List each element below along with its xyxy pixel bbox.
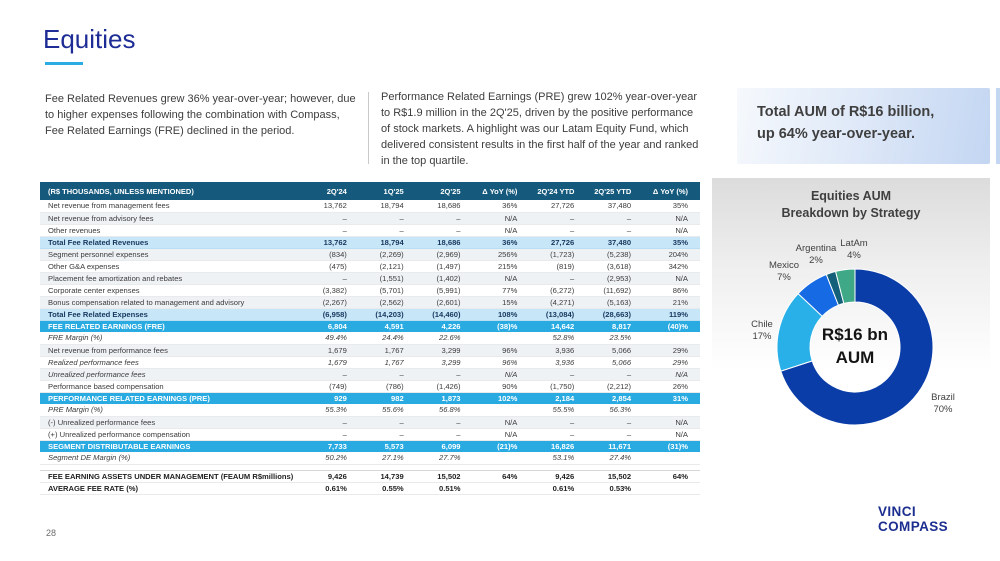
cell-value: 14,739 (359, 470, 416, 482)
cell-value: (749) (302, 380, 359, 392)
cell-value: (2,601) (416, 296, 473, 308)
cell-value: – (359, 212, 416, 224)
cell-value: 9,426 (529, 470, 586, 482)
row-label: Unrealized performance fees (40, 368, 302, 380)
cell-value: 16,826 (529, 440, 586, 452)
cell-value: (5,991) (416, 284, 473, 296)
cell-value: 5,066 (586, 344, 643, 356)
cell-value: – (302, 224, 359, 236)
cell-value: 35% (643, 236, 700, 248)
cell-value: (5,238) (586, 248, 643, 260)
donut-label-latam (840, 238, 867, 262)
segment-pct: 4% (847, 250, 861, 261)
financials-table (40, 182, 700, 495)
column-header: 2Q'25 (416, 182, 473, 200)
cell-value: 0.55% (359, 482, 416, 494)
cell-value: 56.8% (416, 404, 473, 416)
donut-label-argentina (796, 243, 837, 267)
cell-value: 14,642 (529, 320, 586, 332)
cell-value: – (416, 224, 473, 236)
cell-value: (819) (529, 260, 586, 272)
row-label: Net revenue from management fees (40, 200, 302, 212)
cell-value: N/A (643, 272, 700, 284)
segment-name: Chile (751, 319, 773, 331)
cell-value: 11,671 (586, 440, 643, 452)
cell-value: 36% (473, 200, 530, 212)
cell-value: 5,066 (586, 356, 643, 368)
commentary-left: Fee Related Revenues grew 36% year-over-year; however, due to higher expenses following the combination with Compass, Fee Related Earnings (FRE) declined in the period. (45, 93, 356, 137)
cell-value: N/A (643, 212, 700, 224)
cell-value: – (586, 368, 643, 380)
cell-value: (2,267) (302, 296, 359, 308)
cell-value: 77% (473, 284, 530, 296)
cell-value: (40)% (643, 320, 700, 332)
cell-value: (6,272) (529, 284, 586, 296)
aum-highlight-line1: Total AUM of R$16 billion, (757, 104, 935, 120)
cell-value: 27,726 (529, 200, 586, 212)
cell-value: 18,794 (359, 200, 416, 212)
cell-value: N/A (643, 428, 700, 440)
cell-value: 5,573 (359, 440, 416, 452)
cell-value: N/A (643, 416, 700, 428)
table-row (40, 356, 700, 368)
page-number: 28 (46, 528, 57, 538)
cell-value: – (586, 224, 643, 236)
cell-value: 22.6% (416, 332, 473, 344)
segment-name: Argentina (795, 243, 837, 255)
cell-value: – (359, 368, 416, 380)
cell-value: 3,299 (416, 344, 473, 356)
cell-value: 119% (643, 308, 700, 320)
table-row (40, 452, 700, 464)
cell-value: 96% (473, 344, 530, 356)
aum-chart-panel (712, 178, 990, 436)
cell-value: 27,726 (529, 236, 586, 248)
row-label: Segment personnel expenses (40, 248, 302, 260)
cell-value: 29% (643, 356, 700, 368)
cell-value: – (416, 368, 473, 380)
table-row (40, 236, 700, 248)
cell-value: N/A (473, 428, 530, 440)
cell-value (643, 452, 700, 464)
cell-value: 8,817 (586, 320, 643, 332)
cell-value: (31)% (643, 440, 700, 452)
cell-value: (6,958) (302, 308, 359, 320)
cell-value: 15,502 (586, 470, 643, 482)
cell-value: (2,269) (359, 248, 416, 260)
row-label: Total Fee Related Revenues (40, 236, 302, 248)
cell-value: 55.5% (529, 404, 586, 416)
aum-highlight-box (737, 88, 990, 164)
cell-value: 56.3% (586, 404, 643, 416)
cell-value: – (529, 224, 586, 236)
row-label: Other revenues (40, 224, 302, 236)
cell-value: – (529, 212, 586, 224)
segment-pct: 17% (752, 331, 772, 342)
cell-value: 90% (473, 380, 530, 392)
table-row (40, 416, 700, 428)
row-label: Corporate center expenses (40, 284, 302, 296)
segment-name: LatAm (840, 238, 868, 250)
cell-value: 31% (643, 392, 700, 404)
cell-value: 27.4% (586, 452, 643, 464)
donut-label-mexico (769, 260, 799, 284)
cell-value: (2,121) (359, 260, 416, 272)
cell-value: 55.6% (359, 404, 416, 416)
segment-pct: 7% (777, 272, 791, 283)
cell-value: – (586, 212, 643, 224)
cell-value: (5,701) (359, 284, 416, 296)
cell-value: 18,686 (416, 200, 473, 212)
cell-value: N/A (473, 224, 530, 236)
cell-value: – (529, 368, 586, 380)
table-row (40, 380, 700, 392)
cell-value: 982 (359, 392, 416, 404)
cell-value: (1,750) (529, 380, 586, 392)
cell-value: – (416, 428, 473, 440)
table-row (40, 248, 700, 260)
cell-value: 1,679 (302, 344, 359, 356)
cell-value: (2,212) (586, 380, 643, 392)
cell-value: – (302, 272, 359, 284)
cell-value: 29% (643, 344, 700, 356)
table-row (40, 344, 700, 356)
cell-value: 27.7% (416, 452, 473, 464)
row-label: Net revenue from advisory fees (40, 212, 302, 224)
cell-value: – (359, 224, 416, 236)
cell-value: – (302, 368, 359, 380)
paragraph-divider (368, 92, 369, 164)
cell-value: – (529, 272, 586, 284)
cell-value (643, 332, 700, 344)
cell-value: 37,480 (586, 200, 643, 212)
aum-highlight-line2: up 64% year-over-year. (757, 126, 915, 143)
cell-value: (1,426) (416, 380, 473, 392)
segment-name: Brazil (931, 392, 955, 404)
cell-value: N/A (643, 224, 700, 236)
cell-value: (1,551) (359, 272, 416, 284)
row-label: FEE EARNING ASSETS UNDER MANAGEMENT (FEAUM R$millions) (40, 470, 302, 482)
cell-value: – (586, 416, 643, 428)
column-header: (R$ THOUSANDS, UNLESS MENTIONED) (40, 182, 302, 200)
page-title: Equities (43, 24, 136, 54)
cell-value: 27.1% (359, 452, 416, 464)
cell-value: (5,163) (586, 296, 643, 308)
table-row (40, 320, 700, 332)
chart-title-line1: Equities AUM (810, 189, 892, 203)
cell-value: 3,936 (529, 356, 586, 368)
logo-line1: VINCI (878, 504, 917, 519)
column-header: 2Q'24 YTD (529, 182, 586, 200)
cell-value: 0.61% (302, 482, 359, 494)
cell-value: 13,762 (302, 200, 359, 212)
cell-value (473, 482, 530, 494)
row-label: (-) Unrealized performance fees (40, 416, 302, 428)
cell-value: – (302, 212, 359, 224)
table-row (40, 482, 700, 494)
row-label: Total Fee Related Expenses (40, 308, 302, 320)
table-row (40, 440, 700, 452)
cell-value: – (586, 428, 643, 440)
cell-value: (3,382) (302, 284, 359, 296)
donut-label-chile (751, 319, 773, 343)
column-header: 1Q'25 (359, 182, 416, 200)
cell-value: 18,794 (359, 236, 416, 248)
cell-value: (14,203) (359, 308, 416, 320)
cell-value: (786) (359, 380, 416, 392)
cell-value: 7,733 (302, 440, 359, 452)
row-label: Bonus compensation related to management and advisory (40, 296, 302, 308)
cell-value: 1,767 (359, 356, 416, 368)
cell-value: (11,692) (586, 284, 643, 296)
table-row (40, 470, 700, 482)
cell-value: – (302, 428, 359, 440)
segment-pct: 2% (809, 255, 823, 266)
logo-line2: COMPASS (878, 519, 949, 535)
cell-value: (1,723) (529, 248, 586, 260)
table-row (40, 284, 700, 296)
row-label: Performance based compensation (40, 380, 302, 392)
cell-value: 1,679 (302, 356, 359, 368)
cell-value: 6,804 (302, 320, 359, 332)
table-row (40, 392, 700, 404)
cell-value: (475) (302, 260, 359, 272)
cell-value: 49.4% (302, 332, 359, 344)
cell-value: 50.2% (302, 452, 359, 464)
cell-value: 256% (473, 248, 530, 260)
cell-value: N/A (473, 272, 530, 284)
table-row (40, 260, 700, 272)
chart-title-line2: Breakdown by Strategy (781, 205, 921, 220)
financial-table-body (40, 200, 700, 494)
cell-value: 108% (473, 308, 530, 320)
row-label: SEGMENT DISTRIBUTABLE EARNINGS (40, 440, 302, 452)
cell-value: 36% (473, 236, 530, 248)
cell-value: 3,936 (529, 344, 586, 356)
cell-value: (21)% (473, 440, 530, 452)
cell-value: 342% (643, 260, 700, 272)
cell-value: (1,402) (416, 272, 473, 284)
cell-value: 9,426 (302, 470, 359, 482)
table-row (40, 428, 700, 440)
cell-value: (28,663) (586, 308, 643, 320)
cell-value: 215% (473, 260, 530, 272)
row-label: (+) Unrealized performance compensation (40, 428, 302, 440)
cell-value (643, 482, 700, 494)
cell-value: 21% (643, 296, 700, 308)
table-row (40, 332, 700, 344)
cell-value: 53.1% (529, 452, 586, 464)
cell-value: (13,084) (529, 308, 586, 320)
donut-center-label (822, 324, 888, 370)
cell-value: 37,480 (586, 236, 643, 248)
cell-value: (834) (302, 248, 359, 260)
cell-value: – (359, 416, 416, 428)
cell-value: 2,854 (586, 392, 643, 404)
cell-value: (3,618) (586, 260, 643, 272)
cell-value: 52.8% (529, 332, 586, 344)
column-header: Δ YoY (%) (473, 182, 530, 200)
cell-value: 18,686 (416, 236, 473, 248)
cell-value: 0.53% (586, 482, 643, 494)
cell-value: 23.5% (586, 332, 643, 344)
row-label: Segment DE Margin (%) (40, 452, 302, 464)
table-row (40, 368, 700, 380)
cell-value: (4,271) (529, 296, 586, 308)
cell-value: (1,497) (416, 260, 473, 272)
cell-value: 96% (473, 356, 530, 368)
table-row (40, 404, 700, 416)
cell-value: – (529, 416, 586, 428)
cell-value: 86% (643, 284, 700, 296)
table-row (40, 200, 700, 212)
cell-value: 55.3% (302, 404, 359, 416)
cell-value: 204% (643, 248, 700, 260)
donut-label-brazil (931, 392, 955, 416)
row-label: FRE Margin (%) (40, 332, 302, 344)
row-label: PERFORMANCE RELATED EARNINGS (PRE) (40, 392, 302, 404)
cell-value: – (416, 212, 473, 224)
edge-accent-bar (996, 88, 1000, 164)
cell-value: 64% (643, 470, 700, 482)
cell-value: – (416, 416, 473, 428)
cell-value: – (529, 428, 586, 440)
cell-value (643, 404, 700, 416)
cell-value: 35% (643, 200, 700, 212)
cell-value: – (302, 416, 359, 428)
cell-value: 13,762 (302, 236, 359, 248)
row-label: PRE Margin (%) (40, 404, 302, 416)
cell-value: 2,184 (529, 392, 586, 404)
cell-value: N/A (473, 212, 530, 224)
segment-name: Mexico (768, 260, 800, 272)
table-row (40, 308, 700, 320)
segment-pct: 70% (933, 404, 953, 415)
cell-value: 64% (473, 470, 530, 482)
cell-value: 4,591 (359, 320, 416, 332)
financials-table-container (40, 182, 700, 495)
column-header: 2Q'24 (302, 182, 359, 200)
cell-value: N/A (473, 368, 530, 380)
table-row (40, 272, 700, 284)
donut-center-line1: R$16 bn (821, 325, 889, 345)
cell-value: (2,969) (416, 248, 473, 260)
cell-value (473, 404, 530, 416)
row-label: Other G&A expenses (40, 260, 302, 272)
cell-value: N/A (643, 368, 700, 380)
table-row (40, 296, 700, 308)
row-label: AVERAGE FEE RATE (%) (40, 482, 302, 494)
cell-value: 26% (643, 380, 700, 392)
table-row (40, 224, 700, 236)
cell-value: (2,953) (586, 272, 643, 284)
cell-value: 6,099 (416, 440, 473, 452)
cell-value: 0.51% (416, 482, 473, 494)
cell-value: 102% (473, 392, 530, 404)
donut-center-line2: AUM (835, 348, 875, 367)
column-header: 2Q'25 YTD (586, 182, 643, 200)
cell-value: N/A (473, 416, 530, 428)
cell-value: 929 (302, 392, 359, 404)
row-label: Net revenue from performance fees (40, 344, 302, 356)
cell-value: 4,226 (416, 320, 473, 332)
row-label: Placement fee amortization and rebates (40, 272, 302, 284)
cell-value: 24.4% (359, 332, 416, 344)
table-row (40, 212, 700, 224)
row-label: Realized performance fees (40, 356, 302, 368)
cell-value: 1,767 (359, 344, 416, 356)
vinci-compass-logo (878, 504, 948, 534)
cell-value: 15% (473, 296, 530, 308)
cell-value: 0.61% (529, 482, 586, 494)
commentary-right: Performance Related Earnings (PRE) grew 102% year-over-year to R$1.9 million in the 2Q'25, driven by the positive performance of stock markets. A highlight was our Latam Equity Fund, which delivered consistent results in the first half of the year and ranked in the top quartile. (381, 91, 699, 167)
title-underline (45, 62, 83, 65)
cell-value: (14,460) (416, 308, 473, 320)
row-label: FEE RELATED EARNINGS (FRE) (40, 320, 302, 332)
cell-value: 3,299 (416, 356, 473, 368)
cell-value (473, 332, 530, 344)
cell-value: 1,873 (416, 392, 473, 404)
cell-value: – (359, 428, 416, 440)
table-header-row (40, 182, 700, 200)
column-header: Δ YoY (%) (643, 182, 700, 200)
cell-value: (38)% (473, 320, 530, 332)
cell-value (473, 452, 530, 464)
cell-value: 15,502 (416, 470, 473, 482)
cell-value: (2,562) (359, 296, 416, 308)
